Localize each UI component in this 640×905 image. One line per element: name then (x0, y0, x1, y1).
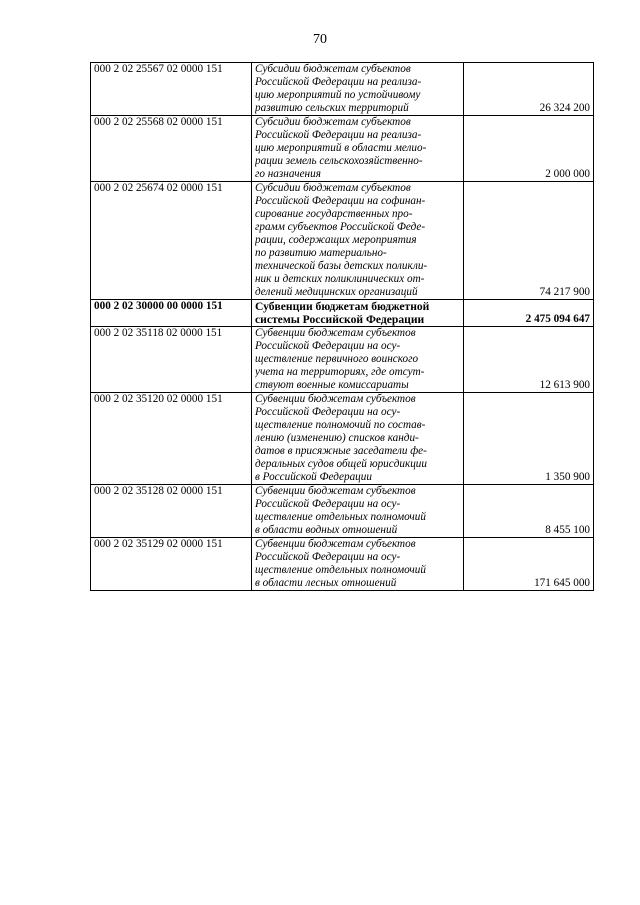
revenue-item-name-line: ствуют военные комиссариаты (255, 379, 409, 391)
budget-classification-code: 000 2 02 35120 02 0000 151 (91, 393, 252, 485)
budget-classification-code: 000 2 02 35129 02 0000 151 (91, 538, 252, 591)
revenue-item-name-line: го назначения (255, 168, 321, 180)
table-row (91, 327, 594, 393)
revenue-item-name-line: рации земель сельскохозяйственно- (255, 155, 423, 167)
budget-classification-code: 000 2 02 25568 02 0000 151 (91, 116, 252, 182)
revenue-item-name-line: в Российской Федерации (255, 471, 372, 483)
table-row (91, 182, 594, 300)
budget-classification-code: 000 2 02 35128 02 0000 151 (91, 485, 252, 538)
revenue-item-name-line: рации, содержащих мероприятия (255, 234, 417, 246)
revenue-item-name-line: Российской Федерации на осу- (255, 406, 401, 418)
revenue-amount: 74 217 900 (464, 182, 594, 300)
budget-classification-code: 000 2 02 35118 02 0000 151 (91, 327, 252, 393)
revenue-item-name-line: Российской Федерации на осу- (255, 498, 401, 510)
table-body (91, 63, 594, 591)
revenue-item-name (252, 485, 464, 538)
revenue-item-name-line: Субсидии бюджетам субъектов (255, 182, 411, 194)
revenue-item-name-line: Субвенции бюджетам бюджетной (255, 300, 430, 313)
revenue-amount: 2 000 000 (464, 116, 594, 182)
revenue-item-name-line: Субвенции бюджетам субъектов (255, 538, 416, 550)
table-row (91, 300, 594, 327)
revenue-item-name (252, 393, 464, 485)
revenue-item-name-line: Российской Федерации на софинан- (255, 195, 426, 207)
table-row (91, 538, 594, 591)
revenue-item-name-line: Российской Федерации на реализа- (255, 129, 422, 141)
budget-classification-code: 000 2 02 25674 02 0000 151 (91, 182, 252, 300)
revenue-amount: 171 645 000 (464, 538, 594, 591)
revenue-item-name-line: Российской Федерации на реализа- (255, 76, 422, 88)
revenue-item-name-line: сирование государственных про- (255, 208, 413, 220)
revenue-item-name-line: ществление полномочий по состав- (255, 419, 426, 431)
budget-revenue-table (90, 62, 594, 591)
revenue-item-name-line: цию мероприятий по устойчивому (255, 89, 421, 101)
table-row (91, 116, 594, 182)
revenue-item-name-line: датов в присяжные заседатели фе- (255, 445, 427, 457)
revenue-amount: 2 475 094 647 (464, 300, 594, 327)
revenue-item-name-line: системы Российской Федерации (255, 313, 425, 326)
revenue-amount: 12 613 900 (464, 327, 594, 393)
table-row (91, 393, 594, 485)
revenue-item-name (252, 538, 464, 591)
revenue-item-name-line: Субвенции бюджетам субъектов (255, 393, 416, 405)
revenue-amount: 8 455 100 (464, 485, 594, 538)
revenue-item-name-line: технической базы детских поликли- (255, 260, 428, 272)
revenue-item-name-line: в области водных отношений (255, 524, 398, 536)
revenue-item-name-line: ник и детских поликлинических от- (255, 273, 425, 285)
revenue-item-name-line: ществление отдельных полномочий (255, 511, 426, 523)
revenue-item-name-line: Российской Федерации на осу- (255, 551, 401, 563)
table-row (91, 63, 594, 116)
revenue-item-name-line: деральных судов общей юрисдикции (255, 458, 427, 470)
budget-classification-code: 000 2 02 25567 02 0000 151 (91, 63, 252, 116)
revenue-item-name-line: Субсидии бюджетам субъектов (255, 63, 411, 75)
revenue-item-name-line: учета на территориях, где отсут- (255, 366, 425, 378)
revenue-amount: 1 350 900 (464, 393, 594, 485)
revenue-item-name (252, 300, 464, 327)
revenue-item-name-line: развитию сельских территорий (255, 102, 409, 114)
revenue-item-name-line: грамм субъектов Российской Феде- (255, 221, 426, 233)
revenue-item-name (252, 182, 464, 300)
revenue-amount: 26 324 200 (464, 63, 594, 116)
revenue-item-name-line: Субвенции бюджетам субъектов (255, 327, 416, 339)
budget-classification-code: 000 2 02 30000 00 0000 151 (91, 300, 252, 327)
revenue-item-name-line: Российской Федерации на осу- (255, 340, 401, 352)
revenue-item-name (252, 63, 464, 116)
revenue-item-name-line: лению (изменению) списков канди- (255, 432, 419, 444)
revenue-item-name-line: цию мероприятий в области мелио- (255, 142, 427, 154)
revenue-item-name-line: ществление первичного воинского (255, 353, 419, 365)
table-row (91, 485, 594, 538)
revenue-item-name-line: делений медицинских организаций (255, 286, 418, 298)
revenue-item-name-line: Субсидии бюджетам субъектов (255, 116, 411, 128)
revenue-item-name-line: по развитию материально- (255, 247, 387, 259)
revenue-item-name-line: Субвенции бюджетам субъектов (255, 485, 416, 497)
revenue-item-name-line: в области лесных отношений (255, 577, 397, 589)
revenue-item-name (252, 327, 464, 393)
page-number: 70 (313, 32, 327, 47)
revenue-item-name-line: ществление отдельных полномочий (255, 564, 426, 576)
revenue-item-name (252, 116, 464, 182)
